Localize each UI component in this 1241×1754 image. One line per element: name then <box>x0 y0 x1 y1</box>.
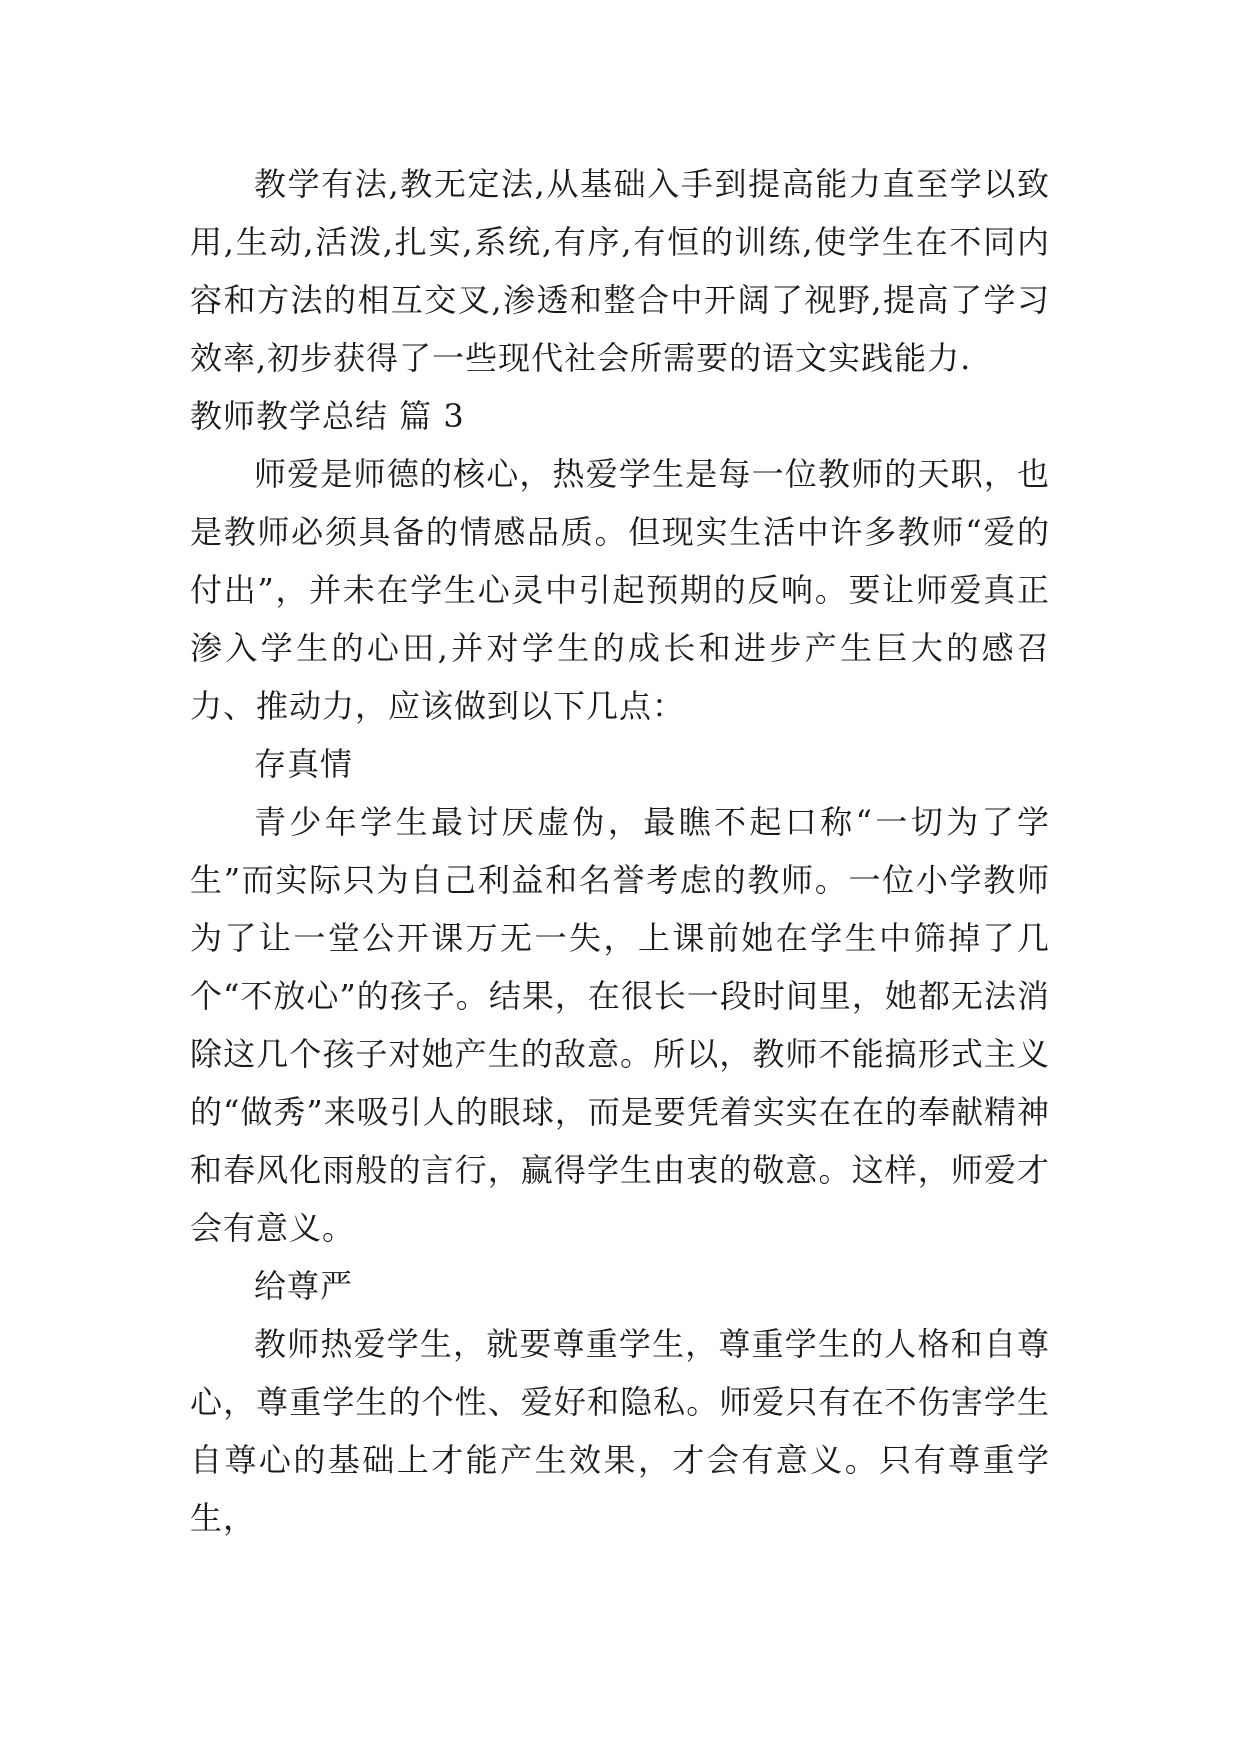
paragraph-intro: 教学有法,教无定法,从基础入手到提高能力直至学以致用,生动,活泼,扎实,系统,有序,有恒的训练,使学生在不同内容和方法的相互交叉,渗透和整合中开阔了视野,提高了学习效率,初步获得了一些现代社会所需要的语文实践能力. <box>190 165 1050 377</box>
subheading-dignity: 给尊严 <box>254 1267 354 1305</box>
section-heading: 教师教学总结 篇 3 <box>190 397 465 435</box>
subheading-sincerity: 存真情 <box>254 745 354 783</box>
paragraph-sincerity: 青少年学生最讨厌虚伪，最瞧不起口称“一切为了学生”而实际只为自己利益和名誉考虑的教师。一位小学教师为了让一堂公开课万无一失，上课前她在学生中筛掉了几个“不放心”的孩子。结果，在很长一段时间里，她都无法消除这几个孩子对她产生的敌意。所以，教师不能搞形式主义的“做秀”来吸引人的眼球，而是要凭着实实在在的奉献精神和春风化雨般的言行，赢得学生由衷的敬意。这样，师爱才会有意义。 <box>190 803 1050 1247</box>
paragraph-dignity: 教师热爱学生，就要尊重学生，尊重学生的人格和自尊心，尊重学生的个性、爱好和隐私。师爱只有在不伤害学生自尊心的基础上才能产生效果，才会有意义。只有尊重学生， <box>190 1325 1050 1537</box>
paragraph-teacher-love: 师爱是师德的核心，热爱学生是每一位教师的天职，也是教师必须具备的情感品质。但现实生活中许多教师“爱的付出”，并未在学生心灵中引起预期的反响。要让师爱真正渗入学生的心田,并对学生的成长和进步产生巨大的感召力、推动力，应该做到以下几点： <box>190 455 1050 725</box>
document-body <box>190 155 1050 1547</box>
